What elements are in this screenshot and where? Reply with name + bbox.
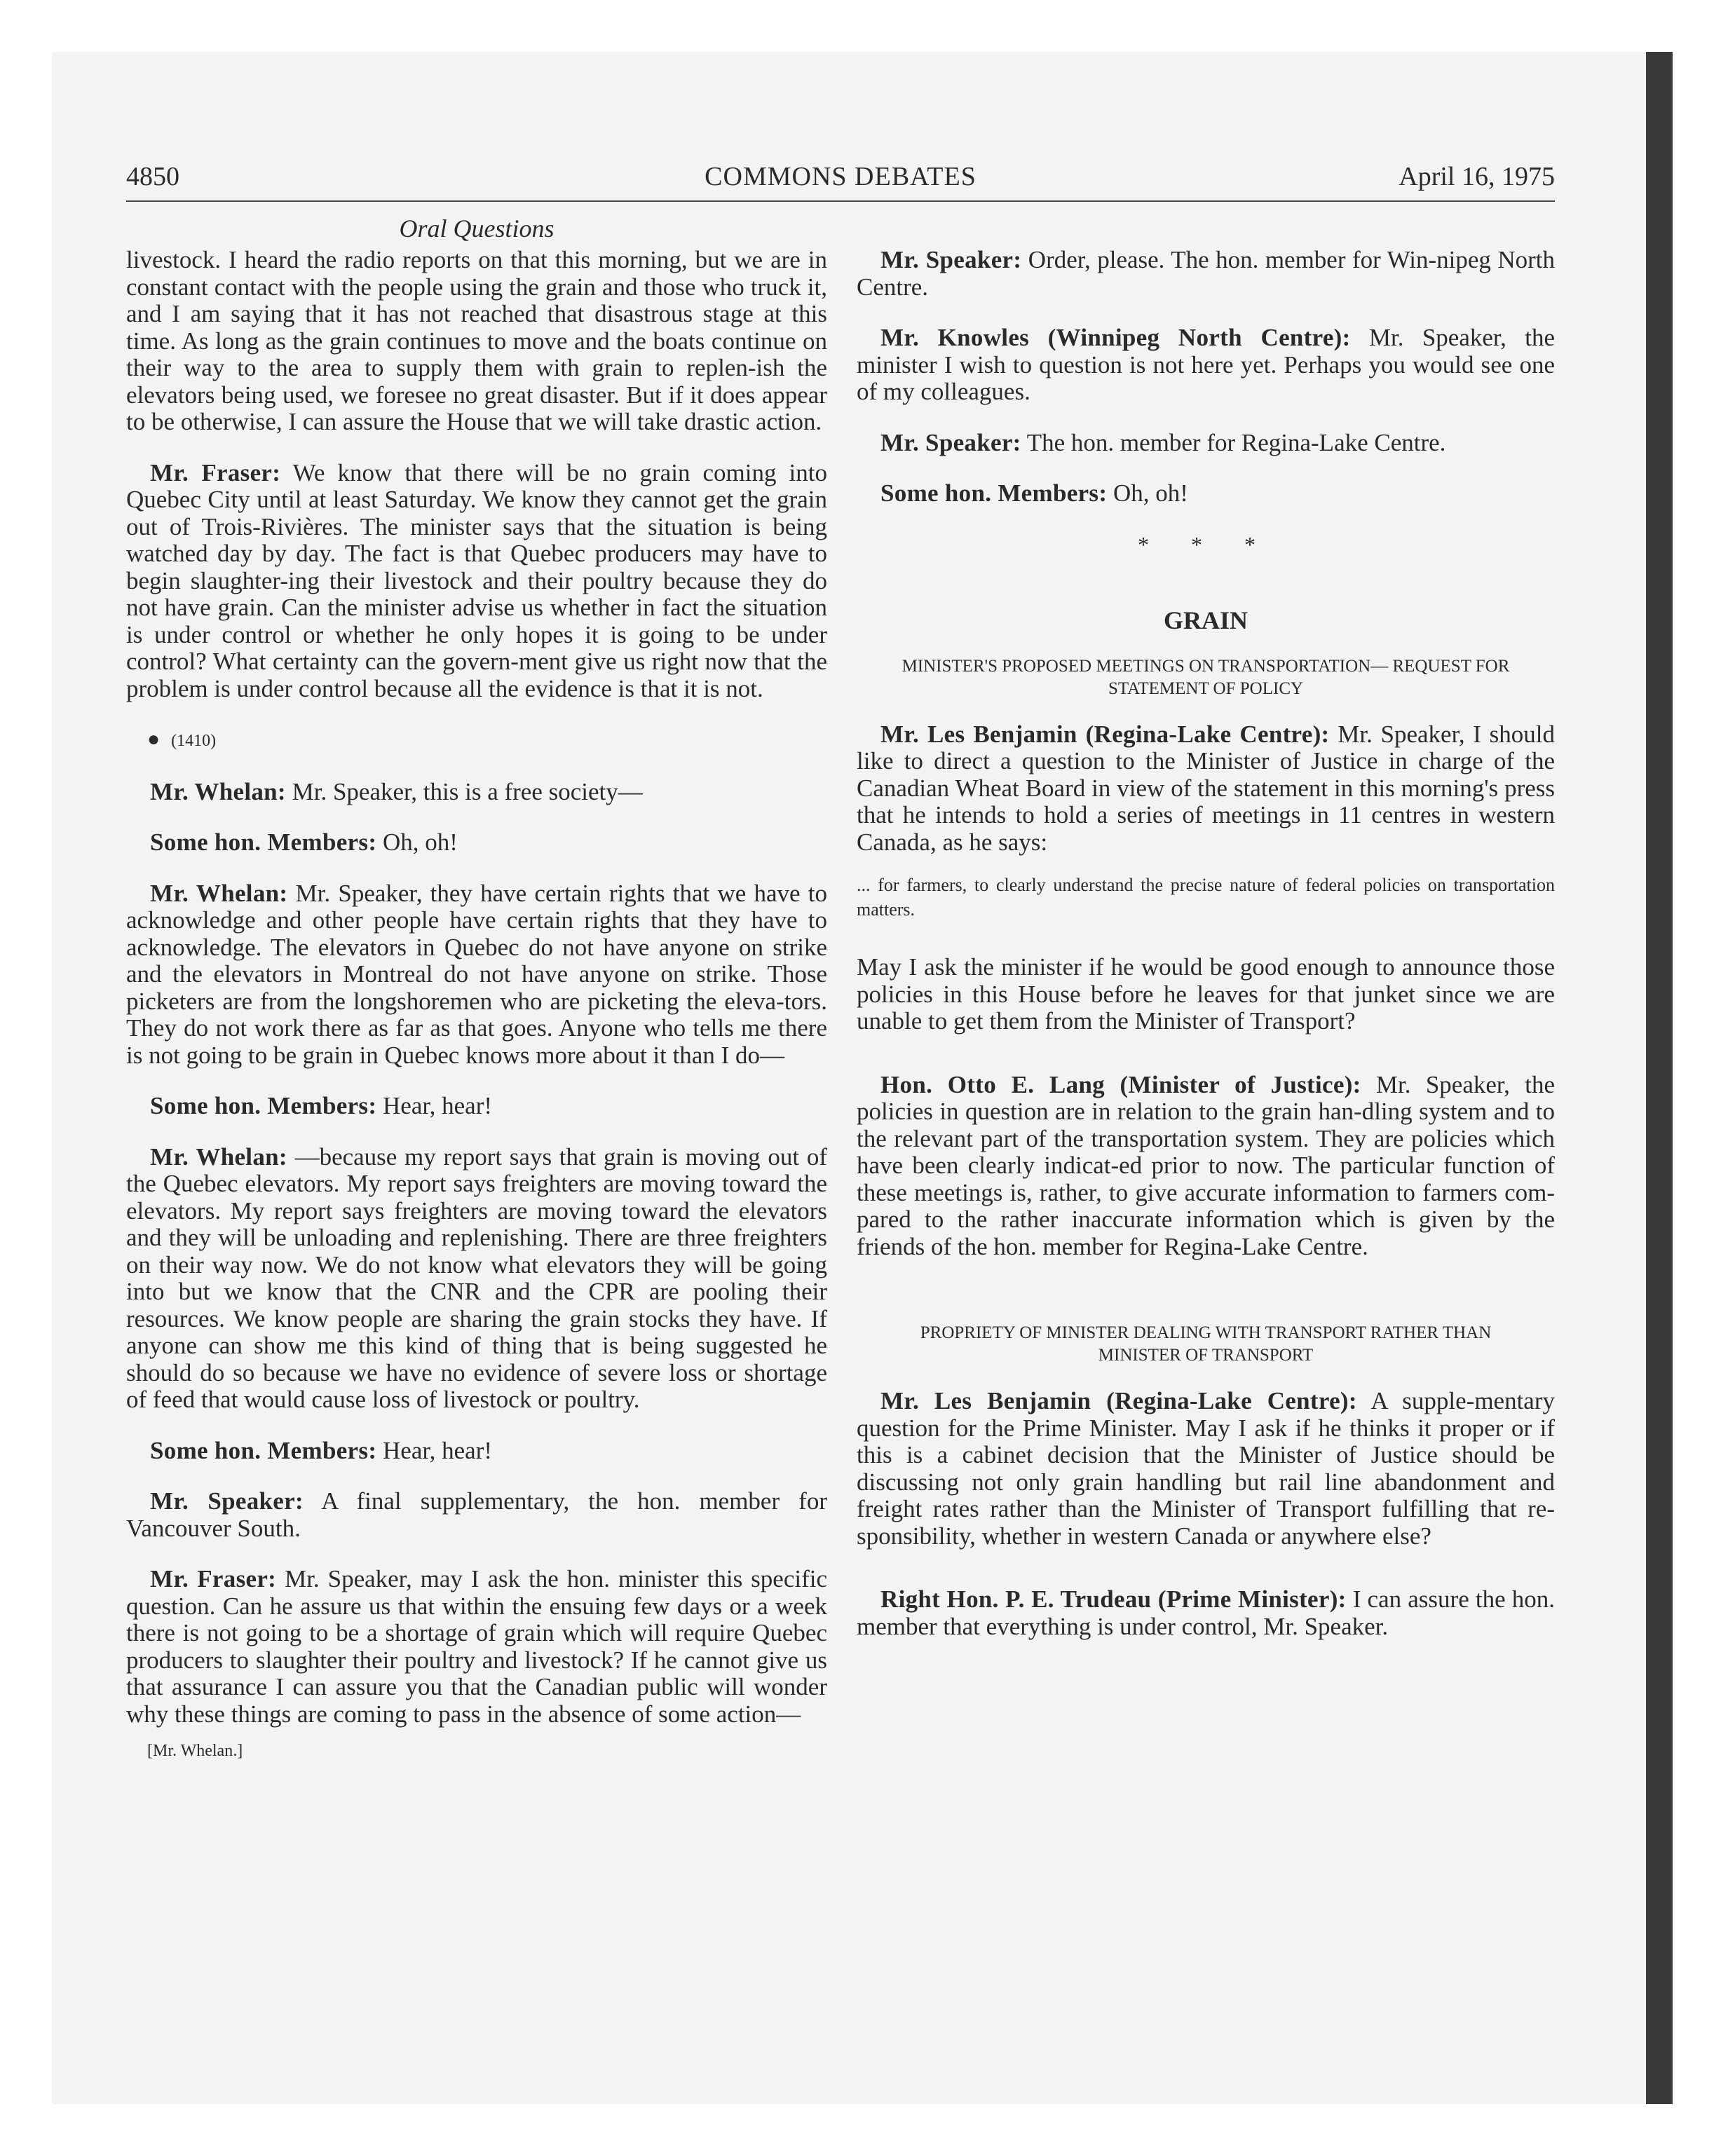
section-heading: GRAIN — [1163, 606, 1248, 634]
speaker-name: Mr. Fraser: — [150, 458, 281, 486]
block-quote: ... for farmers, to clearly understand the precise nature of federal policies on transportation matters. — [857, 875, 1555, 920]
speech-paragraph — [857, 721, 1555, 857]
speech-paragraph — [126, 880, 827, 1070]
time-marker-text: (1410) — [171, 732, 217, 750]
speech-text: I can assure the hon. member that everything is under control, Mr. Speaker. — [857, 1585, 1556, 1640]
left-column — [126, 247, 827, 1765]
scan-edge-shadow — [1646, 52, 1673, 2104]
speech-text: —because my report says that grain is moving out of the Quebec elevators. My report says freighters are moving toward the elevators. My report says freighters are moving toward the elevators and they will be unloading and replenishing. There are three freighters on their way now. We do not know what elevators they will be going into but we know that the CNR and the CPR are pooling their resources. We know people are sharing the grain stocks they have. If anyone can show me this kind of thing that is being suggested he should do so because we have no evidence of severe loss or shortage of feed that would cause loss of livestock or poultry. — [126, 1142, 827, 1413]
speech-paragraph — [126, 1566, 827, 1728]
speech-text: A final supplementary, the hon. member for Vancouver South. — [126, 1487, 827, 1542]
speaker-name: Some hon. Members: — [880, 479, 1108, 507]
speech-text: The hon. member for Regina-Lake Centre. — [1021, 428, 1446, 456]
speech-paragraph — [857, 1586, 1555, 1640]
speech-paragraph — [126, 829, 827, 857]
speaker-name: Some hon. Members: — [150, 1092, 377, 1119]
speech-text: Oh, oh! — [376, 828, 458, 856]
speaker-name: Mr. Whelan: — [150, 777, 286, 805]
speech-paragraph — [126, 1144, 827, 1414]
speech-paragraph: May I ask the minister if he would be good enough to announce those policies in this House before he leaves for that junket since we are unable to get them from the Minister of Transport? — [857, 953, 1555, 1035]
speech-paragraph — [857, 325, 1555, 406]
speech-paragraph — [857, 480, 1555, 507]
page-header — [126, 161, 1555, 202]
speaker-name: Mr. Les Benjamin (Regina-Lake Centre): — [880, 720, 1330, 748]
right-column — [857, 247, 1555, 1664]
speaker-name: Mr. Speaker: — [150, 1487, 304, 1515]
section-separator: * * * — [1138, 531, 1274, 557]
speech-paragraph — [126, 779, 827, 806]
speaker-name: Mr. Speaker: — [880, 246, 1022, 273]
speech-paragraph — [126, 460, 827, 703]
speaker-name: Some hon. Members: — [150, 1436, 377, 1464]
speech-text: Oh, oh! — [1107, 479, 1188, 507]
speech-text: A supple-mentary question for the Prime Minister. May I ask if he thinks it proper or if this is a cabinet decision that the Minister of Justice should be discussing not only grain handling but rail line abandonment and freight rates rather than the Minister of Transport fulfilling that re-sponsibility, whether in western Canada or anywhere else? — [857, 1387, 1555, 1550]
speaker-name: Mr. Knowles (Winnipeg North Centre): — [880, 324, 1351, 351]
speech-text: Hear, hear! — [376, 1092, 493, 1119]
page-footnote: [Mr. Whelan.] — [147, 1742, 243, 1760]
speaker-name: Mr. Whelan: — [150, 1142, 287, 1171]
subsection-heading: PROPRIETY OF MINISTER DEALING WITH TRANSPORT RATHER THAN MINISTER OF TRANSPORT — [920, 1323, 1492, 1365]
speaker-name: Mr. Fraser: — [150, 1565, 277, 1592]
time-marker — [147, 726, 827, 755]
section-label: Oral Questions — [399, 214, 554, 243]
speech-paragraph — [126, 1438, 827, 1465]
bullet-icon: ● — [147, 728, 161, 751]
speech-text: Hear, hear! — [376, 1436, 493, 1464]
speech-paragraph — [857, 247, 1555, 301]
speech-paragraph — [857, 1388, 1555, 1550]
publication-date: April 16, 1975 — [1399, 162, 1555, 191]
speaker-name: Right Hon. P. E. Trudeau (Prime Minister): — [880, 1585, 1347, 1613]
speech-text: Mr. Speaker, the minister I wish to question is not here yet. Perhaps you would see one of my colleagues. — [857, 324, 1555, 405]
speech-paragraph — [126, 1488, 827, 1542]
speech-text: Order, please. The hon. member for Win-nipeg North Centre. — [857, 246, 1555, 301]
speech-text: Mr. Speaker, they have certain rights that we have to acknowledge and other people have certain rights that they have to acknowledge. The elevators in Quebec do not have anyone on strike and the elevators in Montreal do not have anyone on strike. Those picketers are from the longshoremen who are picketing the eleva-tors. They do not work there as far as that goes. Anyone who tells me there is not going to be grain in Quebec knows more about it than I do— — [126, 879, 828, 1069]
continued-paragraph: livestock. I heard the radio reports on that this morning, but we are in constant contact with the people using the grain and those who truck it, and I am saying that it has not reached that disastrous stage at this time. As long as the grain continues to move and the boats continue on their way to the area to supply them with grain to replen-ish the elevators being used, we foresee no great disaster. But if it does appear to be otherwise, I can assure the House that we will take drastic action. — [126, 246, 827, 435]
speaker-name: Some hon. Members: — [150, 828, 377, 856]
speaker-name: Hon. Otto E. Lang (Minister of Justice): — [880, 1070, 1361, 1098]
publication-title: COMMONS DEBATES — [705, 162, 977, 191]
speech-paragraph — [857, 430, 1555, 457]
speech-text: Mr. Speaker, may I ask the hon. minister this specific question. Can he assure us that within the ensuing few days or a week there is not going to be a shortage of grain which will require Quebec producers to slaughter their poultry and livestock? If he cannot give us that assurance I can assure you that the Canadian public will wonder why these things are coming to pass in the absence of some action— — [126, 1565, 827, 1728]
speech-paragraph — [126, 1093, 827, 1120]
speech-text: We know that there will be no grain coming into Quebec City until at least Saturday. We know they cannot get the grain out of Trois-Rivières. The minister says that the situation is being watched day by day. The fact is that Quebec producers may have to begin slaughter-ing their livestock and their poultry because they do not have grain. Can the minister advise us whether in fact the situation is under control or whether he only hopes it is going to be under control? What certainty can the govern-ment give us right now that the problem is under control because all the evidence is that it is not. — [126, 458, 828, 702]
speaker-name: Mr. Whelan: — [150, 879, 288, 907]
speech-text: Mr. Speaker, the policies in question are in relation to the grain han-dling system and to the relevant part of the transportation system. They are policies which have been clearly indicat-ed prior to now. The particular function of these meetings is, rather, to give accurate information to farmers com-pared to the rather inaccurate information which is given by the friends of the hon. member for Regina-Lake Centre. — [857, 1070, 1555, 1260]
page-number: 4850 — [126, 162, 179, 191]
speaker-name: Mr. Speaker: — [880, 428, 1021, 456]
speech-text: Mr. Speaker, I should like to direct a question to the Minister of Justice in charge of the Canadian Wheat Board in view of the statement in this morning's press that he intends to hold a series of meetings in 11 centres in western Canada, as he says: — [857, 720, 1556, 856]
speech-text: Mr. Speaker, this is a free society— — [285, 777, 643, 805]
speech-paragraph — [857, 1072, 1555, 1261]
speaker-name: Mr. Les Benjamin (Regina-Lake Centre): — [880, 1387, 1357, 1414]
subsection-heading: MINISTER'S PROPOSED MEETINGS ON TRANSPORTATION— REQUEST FOR STATEMENT OF POLICY — [901, 656, 1510, 698]
